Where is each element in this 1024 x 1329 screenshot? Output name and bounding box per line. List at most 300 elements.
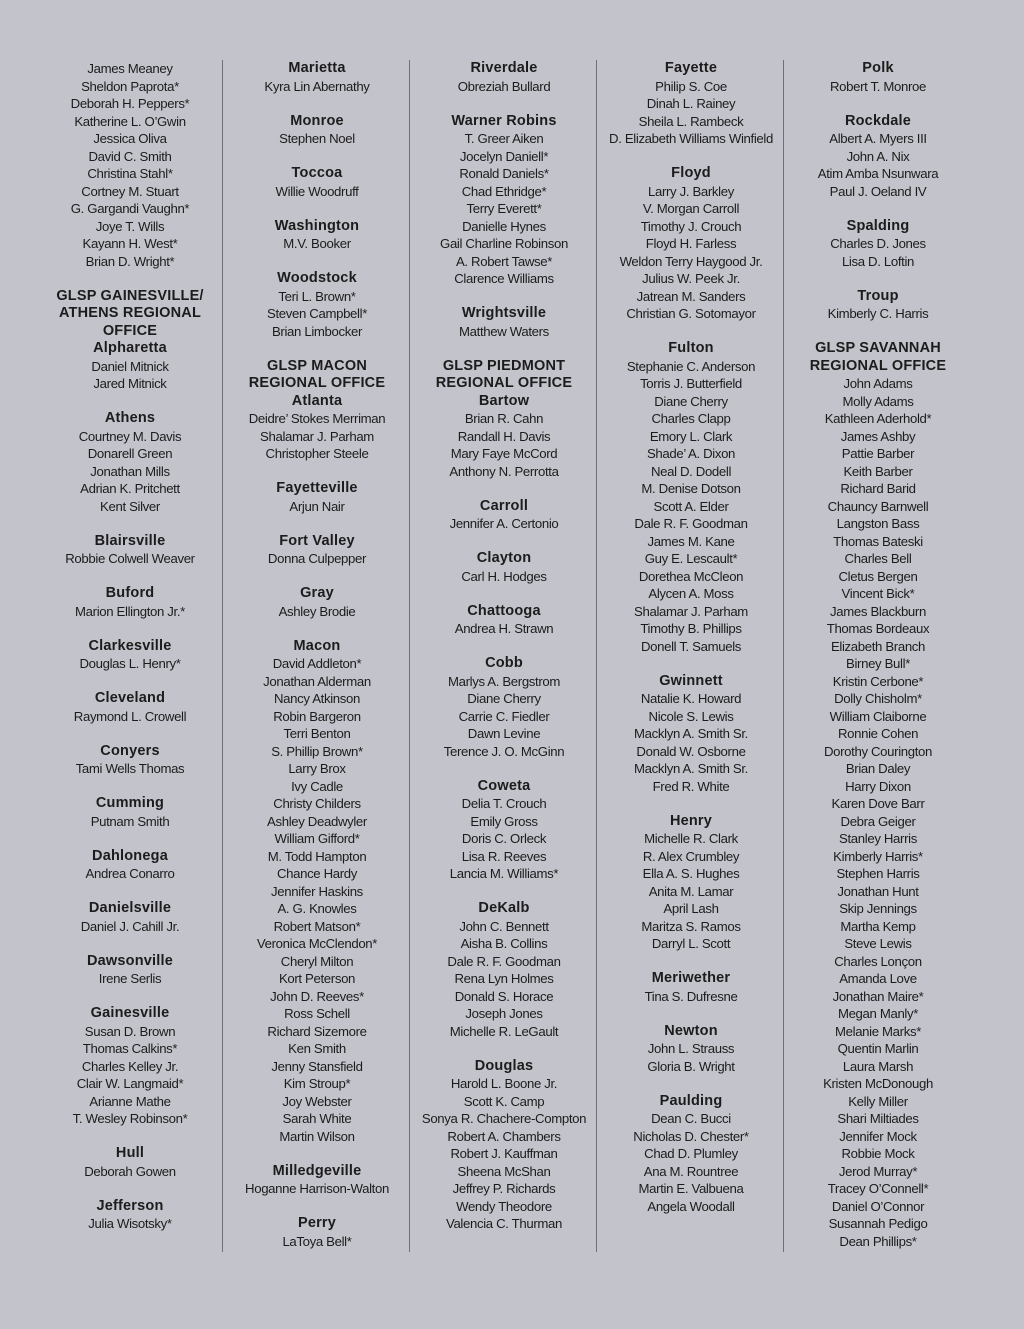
attorney-name: Kathleen Aderhold* (824, 411, 932, 426)
attorney-name: Jerod Murray* (838, 1163, 918, 1179)
location-group (227, 1163, 407, 1198)
attorney-name: Steven Campbell* (267, 306, 367, 321)
attorney-name: Molly Adams (842, 393, 914, 409)
attorney-name: William Claiborne (829, 708, 927, 724)
attorney-name: Lancia M. Williams* (449, 866, 559, 881)
attorney-name: Julia Wisotsky* (88, 1216, 172, 1231)
location-group (414, 358, 594, 481)
location-heading: Clayton (476, 550, 532, 566)
location-group (40, 585, 220, 620)
attorney-name: Jennifer Haskins (271, 883, 363, 899)
location-heading: Hull (115, 1145, 145, 1161)
location-heading: REGIONAL OFFICE (809, 357, 947, 374)
attorney-name: Floyd H. Farless (645, 236, 737, 251)
location-group (227, 113, 407, 148)
attorney-name: Larry J. Barkley (647, 183, 734, 199)
attorney-name: Vincent Bick* (841, 586, 915, 601)
attorney-name: Karen Dove Barr (831, 796, 925, 811)
attorney-name: Jonathan Maire* (832, 988, 924, 1004)
attorney-name: Daniel J. Cahill Jr. (80, 918, 180, 934)
attorney-name: Martin E. Valbuena (638, 1181, 744, 1196)
attorney-name: Kent Silver (100, 498, 160, 514)
location-heading: Dahlonega (92, 847, 168, 864)
location-group (227, 165, 407, 200)
attorney-name: Nancy Atkinson (274, 691, 360, 706)
location-group (227, 358, 407, 463)
attorney-name: James Meaney (87, 61, 173, 76)
location-group (40, 638, 220, 673)
attorney-name: Martin Wilson (279, 1128, 355, 1144)
attorney-name: Ana M. Rountree (643, 1163, 739, 1179)
roster-column-3 (414, 60, 594, 1250)
location-group (40, 288, 220, 393)
location-heading: ATHENS REGIONAL (58, 305, 202, 321)
attorney-name: Darryl L. Scott (651, 936, 731, 951)
location-heading: Newton (664, 1022, 718, 1039)
attorney-name: Ella A. S. Hughes (642, 866, 740, 881)
attorney-name: Neal D. Dodell (650, 463, 732, 479)
location-heading: Polk (862, 60, 894, 76)
attorney-name: Randall H. Davis (457, 428, 551, 444)
attorney-name: Lisa R. Reeves (461, 848, 547, 864)
attorney-name: M.V. Booker (283, 236, 351, 251)
location-group (40, 848, 220, 883)
location-group (601, 340, 781, 655)
attorney-name: Gail Charline Robinson (440, 236, 568, 251)
attorney-name: Timothy J. Crouch (640, 218, 742, 234)
attorney-name: Timothy B. Phillips (640, 621, 742, 636)
attorney-name: Rena Lyn Holmes (454, 971, 554, 986)
attorney-name: Jared Mitnick (93, 376, 167, 391)
column-divider (222, 60, 223, 1252)
attorney-name: Obreziah Bullard (457, 78, 551, 94)
attorney-name: John D. Reeves* (270, 988, 364, 1004)
attorney-name: James Ashby (840, 428, 916, 444)
attorney-name: Thomas Bordeaux (826, 621, 930, 636)
attorney-name: Matthew Waters (459, 323, 549, 339)
attorney-name: Macklyn A. Smith Sr. (634, 726, 748, 741)
attorney-name: Tracey O’Connell* (827, 1181, 929, 1196)
attorney-name: Doris C. Orleck (461, 831, 547, 846)
attorney-name: Irene Serlis (98, 971, 162, 986)
attorney-name: Charles Bell (844, 551, 912, 566)
location-heading: Spalding (846, 217, 910, 234)
attorney-name: Ken Smith (288, 1041, 346, 1056)
attorney-name: Putnam Smith (90, 813, 170, 829)
attorney-name: Atim Amba Nsunwara (817, 166, 939, 181)
attorney-name: John C. Bennett (459, 918, 549, 934)
attorney-name: Robert Matson* (273, 918, 361, 934)
attorney-name: Donald W. Osborne (636, 743, 746, 759)
attorney-name: Birney Bull* (846, 656, 910, 671)
attorney-name: Deborah H. Peppers* (70, 96, 190, 111)
attorney-name: Courtney M. Davis (78, 428, 182, 444)
location-group (788, 288, 968, 323)
location-heading: Monroe (290, 112, 344, 129)
attorney-name: Christian G. Sotomayor (626, 306, 756, 321)
attorney-name: Larry Brox (288, 761, 346, 776)
location-group (40, 1145, 220, 1180)
attorney-name: Ashley Deadwyler (267, 813, 367, 829)
attorney-name: Jenny Stansfield (271, 1058, 363, 1074)
attorney-name: Sonya R. Chachere-Compton (421, 1111, 587, 1126)
location-heading: Buford (105, 585, 155, 601)
location-heading: DeKalb (478, 900, 530, 916)
attorney-name: Stephen Harris (836, 866, 920, 881)
attorney-name: Terri Benton (283, 726, 351, 741)
attorney-name: Joseph Jones (465, 1006, 543, 1021)
location-group (414, 60, 594, 95)
roster-column-2 (227, 60, 407, 1268)
attorney-name: Deborah Gowen (84, 1163, 176, 1179)
location-heading: GLSP GAINESVILLE/ (56, 287, 204, 304)
attorney-name: Robbie Colwell Weaver (65, 551, 195, 566)
location-group (414, 498, 594, 533)
attorney-name: Thomas Calkins* (82, 1041, 178, 1056)
attorney-name: Keith Barber (843, 463, 913, 479)
location-heading: Blairsville (94, 532, 166, 549)
location-group (40, 60, 220, 270)
attorney-name: John A. Nix (846, 148, 910, 164)
attorney-name: Harold L. Boone Jr. (450, 1076, 558, 1091)
location-heading: Bartow (478, 392, 530, 409)
location-group (227, 638, 407, 1146)
attorney-name: Diane Cherry (467, 691, 541, 706)
location-group (227, 270, 407, 340)
attorney-name: Susan D. Brown (84, 1023, 176, 1039)
attorney-name: Scott K. Camp (463, 1093, 545, 1109)
attorney-name: Albert A. Myers III (829, 131, 927, 146)
location-heading: Douglas (474, 1057, 534, 1074)
attorney-name: M. Todd Hampton (267, 848, 367, 864)
location-group (601, 813, 781, 953)
location-group (414, 655, 594, 760)
attorney-name: Jonathan Hunt (837, 883, 919, 899)
location-group (788, 340, 968, 1250)
attorney-name: T. Wesley Robinson* (72, 1111, 188, 1126)
attorney-name: A. Robert Tawse* (455, 253, 553, 269)
column-divider (783, 60, 784, 1252)
location-heading: Fayetteville (276, 480, 358, 496)
attorney-name: Kristen McDonough (823, 1076, 933, 1091)
location-heading: Fayette (664, 60, 718, 76)
attorney-name: Emily Gross (470, 813, 538, 829)
attorney-name: Robert J. Kauffman (450, 1146, 558, 1161)
attorney-name: Charles Kelley Jr. (81, 1058, 179, 1074)
attorney-name: T. Greer Aiken (464, 131, 544, 146)
roster-column-1 (40, 60, 220, 1250)
attorney-name: Christopher Steele (265, 446, 369, 461)
attorney-name: Kimberly C. Harris (827, 306, 929, 321)
location-heading: Gray (300, 585, 334, 601)
attorney-name: Daniel Mitnick (91, 358, 169, 374)
attorney-name: Donarell Green (87, 446, 173, 461)
attorney-name: Quentin Marlin (837, 1041, 919, 1056)
attorney-name: Weldon Terry Haygood Jr. (619, 253, 763, 269)
location-heading: Meriwether (651, 970, 731, 986)
location-heading: GLSP MACON (266, 357, 368, 374)
attorney-name: Gloria B. Wright (647, 1058, 735, 1074)
column-divider (409, 60, 410, 1252)
location-group (40, 900, 220, 935)
location-heading: Rockdale (844, 112, 912, 129)
attorney-name: John Adams (843, 376, 913, 391)
attorney-name: Melanie Marks* (835, 1023, 921, 1039)
location-heading: Milledgeville (272, 1162, 362, 1179)
attorney-name: James M. Kane (647, 533, 735, 549)
attorney-name: Thomas Bateski (833, 533, 923, 549)
attorney-name: Jessica Oliva (93, 131, 167, 146)
location-heading: Chattooga (467, 602, 541, 619)
attorney-name: Tina S. Dufresne (644, 988, 738, 1004)
attorney-name: Christina Stahl* (87, 166, 173, 181)
attorney-name: Chad Ethridge* (461, 183, 547, 199)
attorney-name: James Blackburn (830, 603, 926, 619)
attorney-name: Kyra Lin Abernathy (264, 78, 370, 94)
attorney-name: Aisha B. Collins (460, 936, 548, 951)
attorney-name: Torris J. Butterfield (640, 376, 742, 391)
location-group (414, 550, 594, 585)
location-heading: Riverdale (470, 60, 538, 76)
attorney-name: Stanley Harris (839, 831, 917, 846)
attorney-name: Dale R. F. Goodman (447, 953, 561, 969)
location-heading: Alpharetta (93, 340, 167, 356)
location-heading: OFFICE (102, 322, 158, 339)
location-group (414, 778, 594, 883)
attorney-name: Sheena McShan (457, 1163, 551, 1179)
attorney-name: Jocelyn Daniell* (459, 148, 549, 164)
attorney-name: Nicole S. Lewis (648, 708, 734, 724)
location-heading: Coweta (477, 777, 531, 794)
location-heading: Warner Robins (451, 112, 557, 129)
location-group (40, 410, 220, 515)
location-heading: GLSP PIEDMONT (442, 357, 566, 374)
attorney-name: Andrea H. Strawn (454, 621, 554, 636)
location-group (227, 1215, 407, 1250)
attorney-name: Chad D. Plumley (644, 1146, 738, 1161)
attorney-name: Dean Phillips* (839, 1233, 917, 1249)
attorney-name: Deidre’ Stokes Merriman (248, 411, 386, 426)
attorney-name: Katherine L. O’Gwin (74, 113, 186, 129)
location-group (788, 60, 968, 95)
attorney-name: Shade’ A. Dixon (646, 446, 736, 461)
attorney-name: Adrian K. Pritchett (80, 481, 180, 496)
attorney-name: Amanda Love (839, 971, 917, 986)
attorney-name: Robbie Mock (841, 1146, 915, 1161)
attorney-name: Tami Wells Thomas (75, 761, 185, 776)
location-heading: Woodstock (277, 270, 357, 286)
location-group (601, 970, 781, 1005)
location-group (227, 585, 407, 620)
attorney-name: Pattie Barber (841, 446, 915, 461)
attorney-name: Scott A. Elder (653, 498, 729, 514)
attorney-name: A. G. Knowles (277, 901, 357, 916)
attorney-name: Arjun Nair (289, 498, 345, 514)
attorney-name: Christy Childers (273, 796, 361, 811)
attorney-name: Michelle R. Clark (644, 831, 738, 846)
location-heading: Gainesville (90, 1005, 170, 1021)
location-group (601, 165, 781, 323)
attorney-name: Hoganne Harrison-Walton (245, 1181, 389, 1196)
attorney-name: Emory L. Clark (649, 428, 733, 444)
location-group (601, 1093, 781, 1216)
attorney-name: Mary Faye McCord (450, 446, 558, 461)
attorney-name: Steve Lewis (844, 936, 912, 951)
attorney-name: Dorothy Courington (823, 743, 933, 759)
attorney-name: Jonathan Mills (90, 463, 170, 479)
attorney-name: Carrie C. Fiedler (458, 708, 550, 724)
location-heading: Floyd (671, 165, 711, 181)
location-group (414, 1058, 594, 1233)
roster-column-4 (601, 60, 781, 1233)
attorney-name: Chance Hardy (276, 866, 358, 881)
location-heading: Jefferson (96, 1197, 164, 1214)
attorney-name: Brian D. Wright* (85, 253, 175, 269)
attorney-name: William Gifford* (274, 831, 360, 846)
location-heading: Paulding (659, 1092, 723, 1109)
attorney-name: David C. Smith (88, 148, 172, 164)
location-heading: GLSP SAVANNAH (815, 340, 941, 356)
roster-column-5 (788, 60, 968, 1268)
attorney-name: Sarah White (282, 1111, 352, 1126)
attorney-name: Charles Lonçon (834, 953, 922, 969)
attorney-name: Jatrean M. Sanders (636, 288, 746, 304)
attorney-name: Clarence Williams (454, 271, 554, 286)
attorney-name: Guy E. Lescault* (644, 551, 738, 566)
attorney-name: Debra Geiger (840, 813, 916, 829)
attorney-name: Laura Marsh (842, 1058, 914, 1074)
attorney-name: Donell T. Samuels (640, 638, 742, 654)
attorney-name: Dawn Levine (467, 726, 541, 741)
attorney-name: David Addleton* (272, 656, 362, 671)
attorney-name: Jeffrey P. Richards (452, 1181, 556, 1196)
attorney-name: Fred R. White (652, 778, 730, 794)
location-group (788, 113, 968, 201)
location-heading: REGIONAL OFFICE (248, 375, 386, 391)
location-group (40, 1005, 220, 1128)
attorney-name: Danielle Hynes (462, 218, 546, 234)
location-heading: Clarkesville (88, 637, 172, 654)
attorney-name: Donna Culpepper (267, 551, 367, 566)
attorney-name: Valencia C. Thurman (445, 1216, 562, 1231)
attorney-name: Terry Everett* (466, 201, 542, 216)
location-heading: Macon (293, 637, 341, 654)
location-heading: Wrightsville (461, 305, 547, 321)
attorney-name: Marlys A. Bergstrom (447, 673, 561, 689)
attorney-name: Skip Jennings (839, 901, 917, 916)
attorney-name: Shari Miltiades (837, 1111, 919, 1126)
attorney-name: Anthony N. Perrotta (449, 463, 559, 479)
attorney-name: Brian R. Cahn (464, 411, 544, 426)
attorney-name: Joy Webster (282, 1093, 352, 1109)
location-group (40, 743, 220, 778)
attorney-name: Charles Clapp (651, 411, 731, 426)
attorney-name: April Lash (663, 901, 719, 916)
attorney-name: Maritza S. Ramos (641, 918, 741, 934)
location-group (227, 60, 407, 95)
attorney-name: Natalie K. Howard (640, 691, 742, 706)
attorney-name: Michelle R. LeGault (449, 1023, 559, 1039)
attorney-name: Charles D. Jones (830, 236, 926, 251)
attorney-name: Shalamar J. Parham (634, 603, 748, 619)
attorney-name: Ivy Cadle (291, 778, 343, 794)
attorney-name: Delia T. Crouch (461, 796, 547, 811)
location-heading: Marietta (288, 60, 346, 76)
attorney-name: Julius W. Peek Jr. (642, 271, 740, 286)
attorney-name: G. Gargandi Vaughn* (70, 201, 190, 216)
location-group (40, 795, 220, 830)
location-heading: Troup (857, 287, 899, 304)
attorney-name: John L. Strauss (647, 1041, 735, 1056)
location-group (601, 60, 781, 148)
location-heading: Cumming (95, 795, 165, 811)
attorney-name: Macklyn A. Smith Sr. (634, 761, 748, 776)
attorney-name: Dolly Chisholm* (834, 691, 922, 706)
attorney-name: Cheryl Milton (280, 953, 354, 969)
location-heading: Washington (274, 217, 360, 234)
attorney-name: Diane Cherry (654, 393, 728, 409)
location-group (414, 900, 594, 1040)
attorney-name: Donald S. Horace (454, 988, 554, 1004)
attorney-name: Clair W. Langmaid* (76, 1076, 184, 1091)
attorney-name: Elizabeth Branch (830, 638, 926, 654)
location-heading: Gwinnett (659, 672, 723, 689)
attorney-name: Robert A. Chambers (447, 1128, 561, 1144)
attorney-name: Sheldon Paprota* (81, 78, 179, 94)
attorney-name: Sheila L. Rambeck (638, 113, 744, 129)
location-group (227, 480, 407, 515)
attorney-name: Dean C. Bucci (651, 1111, 731, 1126)
location-group (227, 533, 407, 568)
attorney-name: Anita M. Lamar (648, 883, 734, 899)
attorney-name: Megan Manly* (837, 1006, 919, 1021)
attorney-name: Stephen Noel (279, 131, 355, 146)
attorney-name: Susannah Pedigo (828, 1216, 928, 1231)
location-heading: Dawsonville (86, 952, 173, 969)
attorney-name: Martha Kemp (840, 918, 916, 934)
location-group (414, 113, 594, 288)
attorney-name: Carl H. Hodges (461, 568, 547, 584)
location-heading: Fulton (668, 340, 714, 356)
attorney-name: Kimberly Harris* (833, 848, 923, 864)
attorney-name: Paul J. Oeland IV (829, 183, 927, 199)
attorney-name: Wendy Theodore (456, 1198, 552, 1214)
attorney-name: Lisa D. Loftin (841, 253, 915, 269)
attorney-name: Richard Sizemore (267, 1023, 367, 1039)
attorney-name: Raymond L. Crowell (73, 708, 187, 724)
location-heading: Atlanta (291, 392, 343, 409)
attorney-name: Brian Limbocker (271, 323, 363, 339)
attorney-name: Kort Peterson (278, 971, 356, 986)
attorney-name: Robin Bargeron (273, 708, 361, 724)
attorney-name: Jennifer A. Certonio (449, 516, 559, 531)
attorney-name: LaToya Bell* (282, 1233, 352, 1249)
attorney-name: Ronnie Cohen (837, 726, 919, 741)
attorney-name: Jennifer Mock (839, 1128, 917, 1144)
attorney-name: Robert T. Monroe (829, 78, 927, 94)
attorney-name: R. Alex Crumbley (642, 848, 740, 864)
location-group (788, 218, 968, 271)
attorney-name: Veronica McClendon* (256, 936, 378, 951)
attorney-name: Nicholas D. Chester* (633, 1128, 749, 1144)
location-heading: Henry (669, 812, 713, 829)
location-group (414, 305, 594, 340)
location-heading: Toccoa (291, 165, 343, 181)
location-group (601, 673, 781, 796)
attorney-name: Terence J. O. McGinn (443, 743, 565, 759)
column-divider (596, 60, 597, 1252)
attorney-name: Arianne Mathe (89, 1093, 171, 1109)
